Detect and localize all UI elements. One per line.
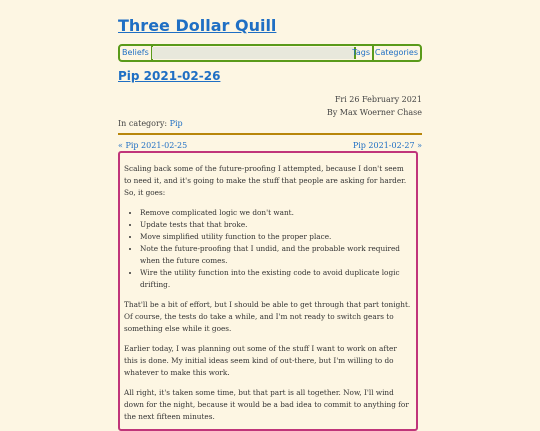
paragraph-intro: Scaling back some of the future-proofing I attempted, because I don't seem to need it, and it's going to make the stuff that people are asking for harder. So, it goes: — [124, 164, 407, 197]
prev-post-link[interactable]: « Pip 2021-02-25 — [118, 141, 188, 150]
paragraph-2: That'll be a bit of effort, but I should be able to get through that part tonight. Of course, the tests do take a while, and I'm not ready to switch gears to something else while it goes. — [124, 300, 411, 333]
nav-tags-link[interactable]: Tags — [350, 46, 374, 60]
list-item: • Update tests that that broke. — [140, 219, 412, 231]
list-item: • Note the future-proofing that I undid, and the probable work required when the future comes. — [140, 243, 412, 267]
paragraph-3: Earlier today, I was planning out some of the stuff I want to work on after this is done. My initial ideas seem kind of out-there, but I'm willing to do whatever to make this work. — [124, 344, 397, 377]
category-label: In category: — [118, 119, 168, 128]
nav-beliefs-link[interactable]: Beliefs — [122, 46, 153, 60]
nav-spacer — [152, 47, 356, 59]
list-item: • Wire the utility function into the existing code to avoid duplicate logic drifting. — [140, 267, 412, 291]
nav-categories-link[interactable]: Categories — [374, 48, 418, 57]
category-link[interactable]: Pip — [169, 119, 183, 128]
next-post-link[interactable]: Pip 2021-02-27 » — [352, 141, 422, 150]
task-list — [124, 207, 412, 291]
list-item: • Move simplified utility function to the proper place. — [140, 231, 412, 243]
divider — [118, 133, 422, 135]
list-item: • Remove complicated logic we don't want. — [140, 207, 412, 219]
post-category — [118, 119, 183, 128]
post-author: By Max Woerner Chase — [326, 108, 422, 117]
paragraph-4: All right, it's taken some time, but that part is all together. Now, I'll wind down for the night, because it would be a bad idea to commit to anything for the next fifteen minutes. — [124, 388, 409, 421]
post-date: Fri 26 February 2021 — [334, 95, 422, 104]
post-content — [118, 151, 418, 431]
site-title-link[interactable]: Three Dollar Quill — [118, 16, 277, 35]
top-nav — [118, 44, 422, 62]
post-title-link[interactable]: Pip 2021-02-26 — [118, 69, 221, 83]
